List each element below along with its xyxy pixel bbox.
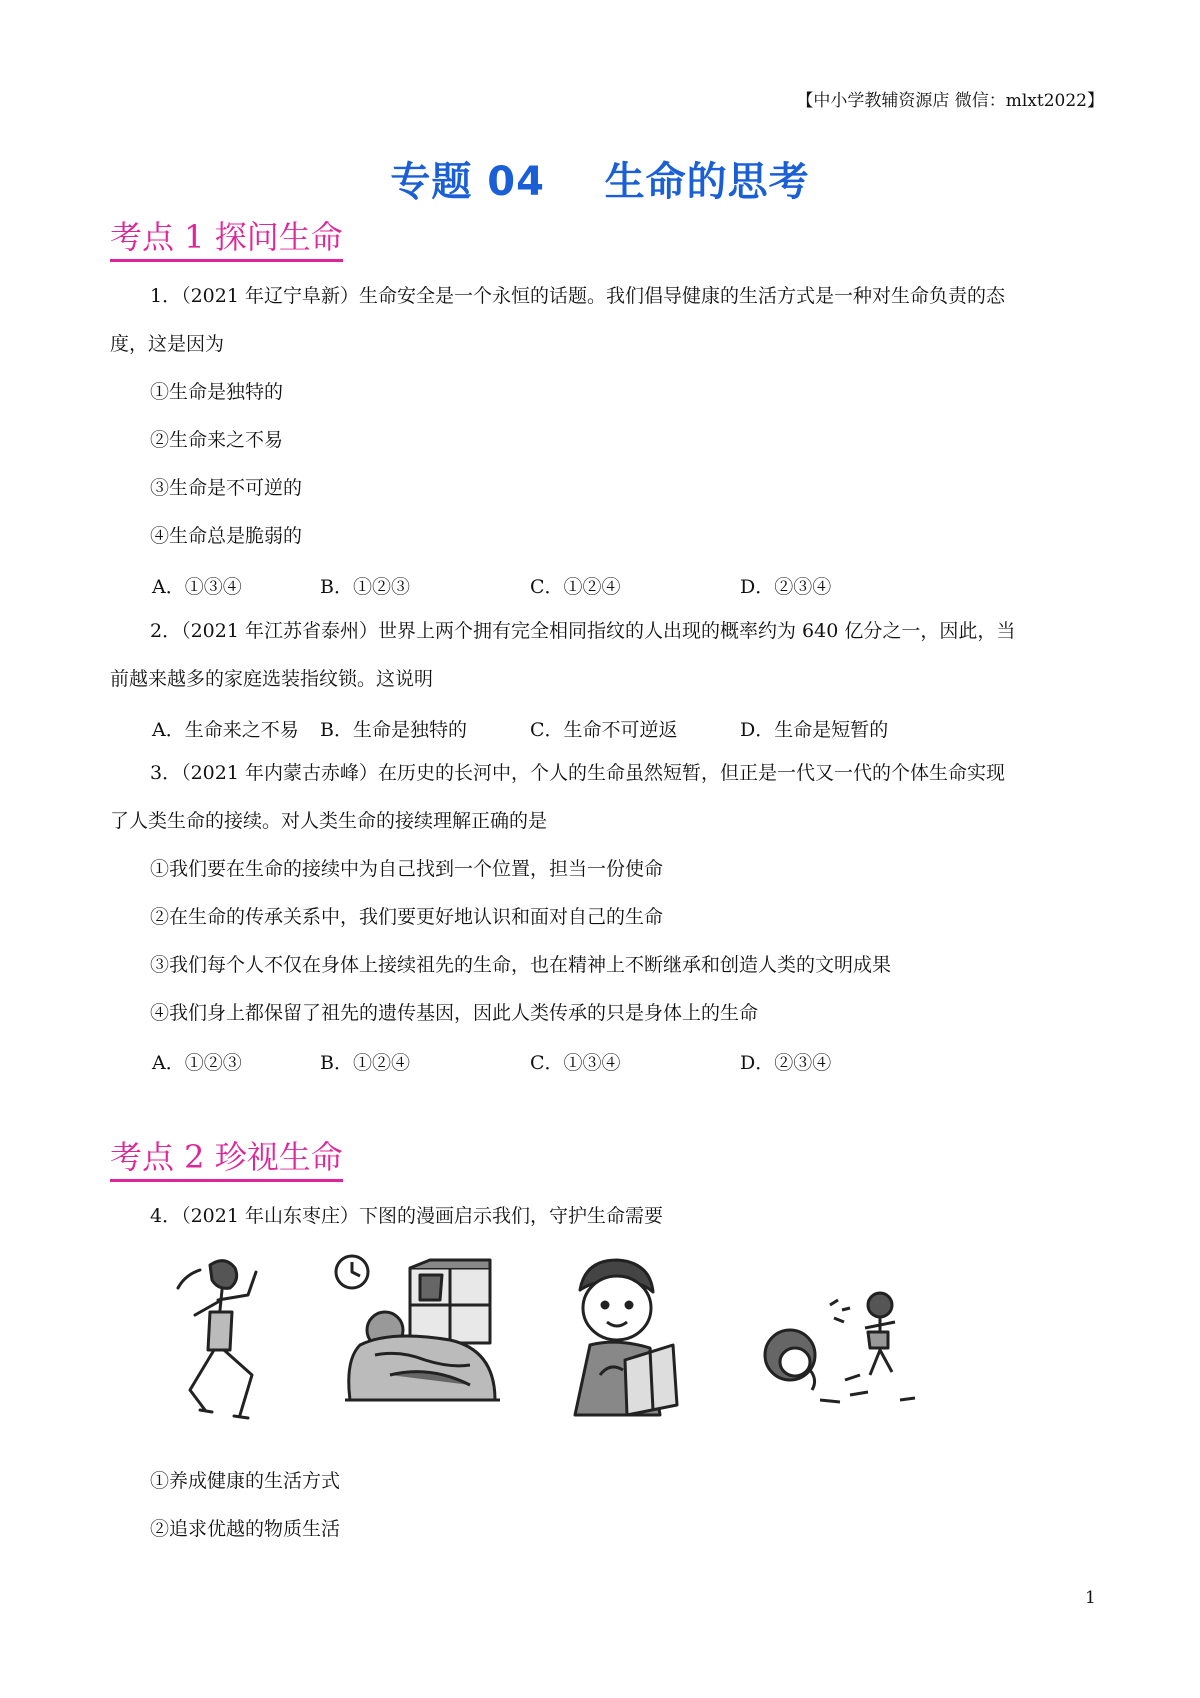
question-3-option-d: D．②③④ xyxy=(740,1052,832,1074)
comic-sleeping-boy xyxy=(330,1250,505,1425)
question-3-stem-cont: 了人类生命的接续。对人类生命的接续理解正确的是 xyxy=(110,810,548,832)
question-4-item: ②追求优越的物质生活 xyxy=(150,1518,341,1540)
question-4-item: ①养成健康的生活方式 xyxy=(150,1470,341,1492)
question-3-stem: 3．（2021 年内蒙古赤峰）在历史的长河中，个人的生命虽然短暂，但正是一代又一代的个体生命实现 xyxy=(150,762,1005,784)
section-heading-1: 考点 1 探问生命 xyxy=(110,220,343,262)
comic-playing-children xyxy=(750,1250,925,1425)
question-3-item: ①我们要在生命的接续中为自己找到一个位置，担当一份使命 xyxy=(150,858,664,880)
question-1-option-d: D．②③④ xyxy=(740,576,832,598)
question-1-item: ③生命是不可逆的 xyxy=(150,477,303,499)
question-2-stem: 2．（2021 年江苏省泰州）世界上两个拥有完全相同指纹的人出现的概率约为 640 亿分之一，因此，当 xyxy=(150,620,1016,642)
question-2-option-d: D．生命是短暂的 xyxy=(740,719,889,741)
question-1-stem-cont: 度，这是因为 xyxy=(110,333,225,355)
comic-running-girl xyxy=(170,1250,290,1425)
question-3-option-a: A．①②③ xyxy=(152,1052,242,1074)
question-1-option-b: B．①②③ xyxy=(320,576,410,598)
question-2-option-c: C．生命不可逆返 xyxy=(530,719,678,741)
question-1-item: ①生命是独特的 xyxy=(150,381,284,403)
header-note: 【中小学教辅资源店 微信：mlxt2022】 xyxy=(796,91,1104,111)
question-3-option-b: B．①②④ xyxy=(320,1052,410,1074)
comic-reading-boy xyxy=(555,1250,685,1425)
page-number: 1 xyxy=(1085,1588,1096,1608)
question-3-item: ④我们身上都保留了祖先的遗传基因，因此人类传承的只是身体上的生命 xyxy=(150,1002,759,1024)
question-1-option-c: C．①②④ xyxy=(530,576,621,598)
question-2-stem-cont: 前越来越多的家庭选装指纹锁。这说明 xyxy=(110,668,434,690)
comic-strip xyxy=(170,1250,1010,1425)
question-3-option-c: C．①③④ xyxy=(530,1052,621,1074)
question-2-option-b: B．生命是独特的 xyxy=(320,719,467,741)
question-1-item: ②生命来之不易 xyxy=(150,429,284,451)
page-title: 专题 04 生命的思考 xyxy=(390,159,810,205)
section-heading-2: 考点 2 珍视生命 xyxy=(110,1140,343,1182)
question-1-stem: 1．（2021 年辽宁阜新）生命安全是一个永恒的话题。我们倡导健康的生活方式是一种对生命负责的态 xyxy=(150,285,1005,307)
question-4-stem: 4．（2021 年山东枣庄）下图的漫画启示我们，守护生命需要 xyxy=(150,1205,663,1227)
question-1-option-a: A．①③④ xyxy=(152,576,242,598)
question-3-item: ②在生命的传承关系中，我们要更好地认识和面对自己的生命 xyxy=(150,906,664,928)
question-3-item: ③我们每个人不仅在身体上接续祖先的生命，也在精神上不断继承和创造人类的文明成果 xyxy=(150,954,892,976)
question-1-item: ④生命总是脆弱的 xyxy=(150,525,303,547)
question-2-option-a: A．生命来之不易 xyxy=(152,719,299,741)
